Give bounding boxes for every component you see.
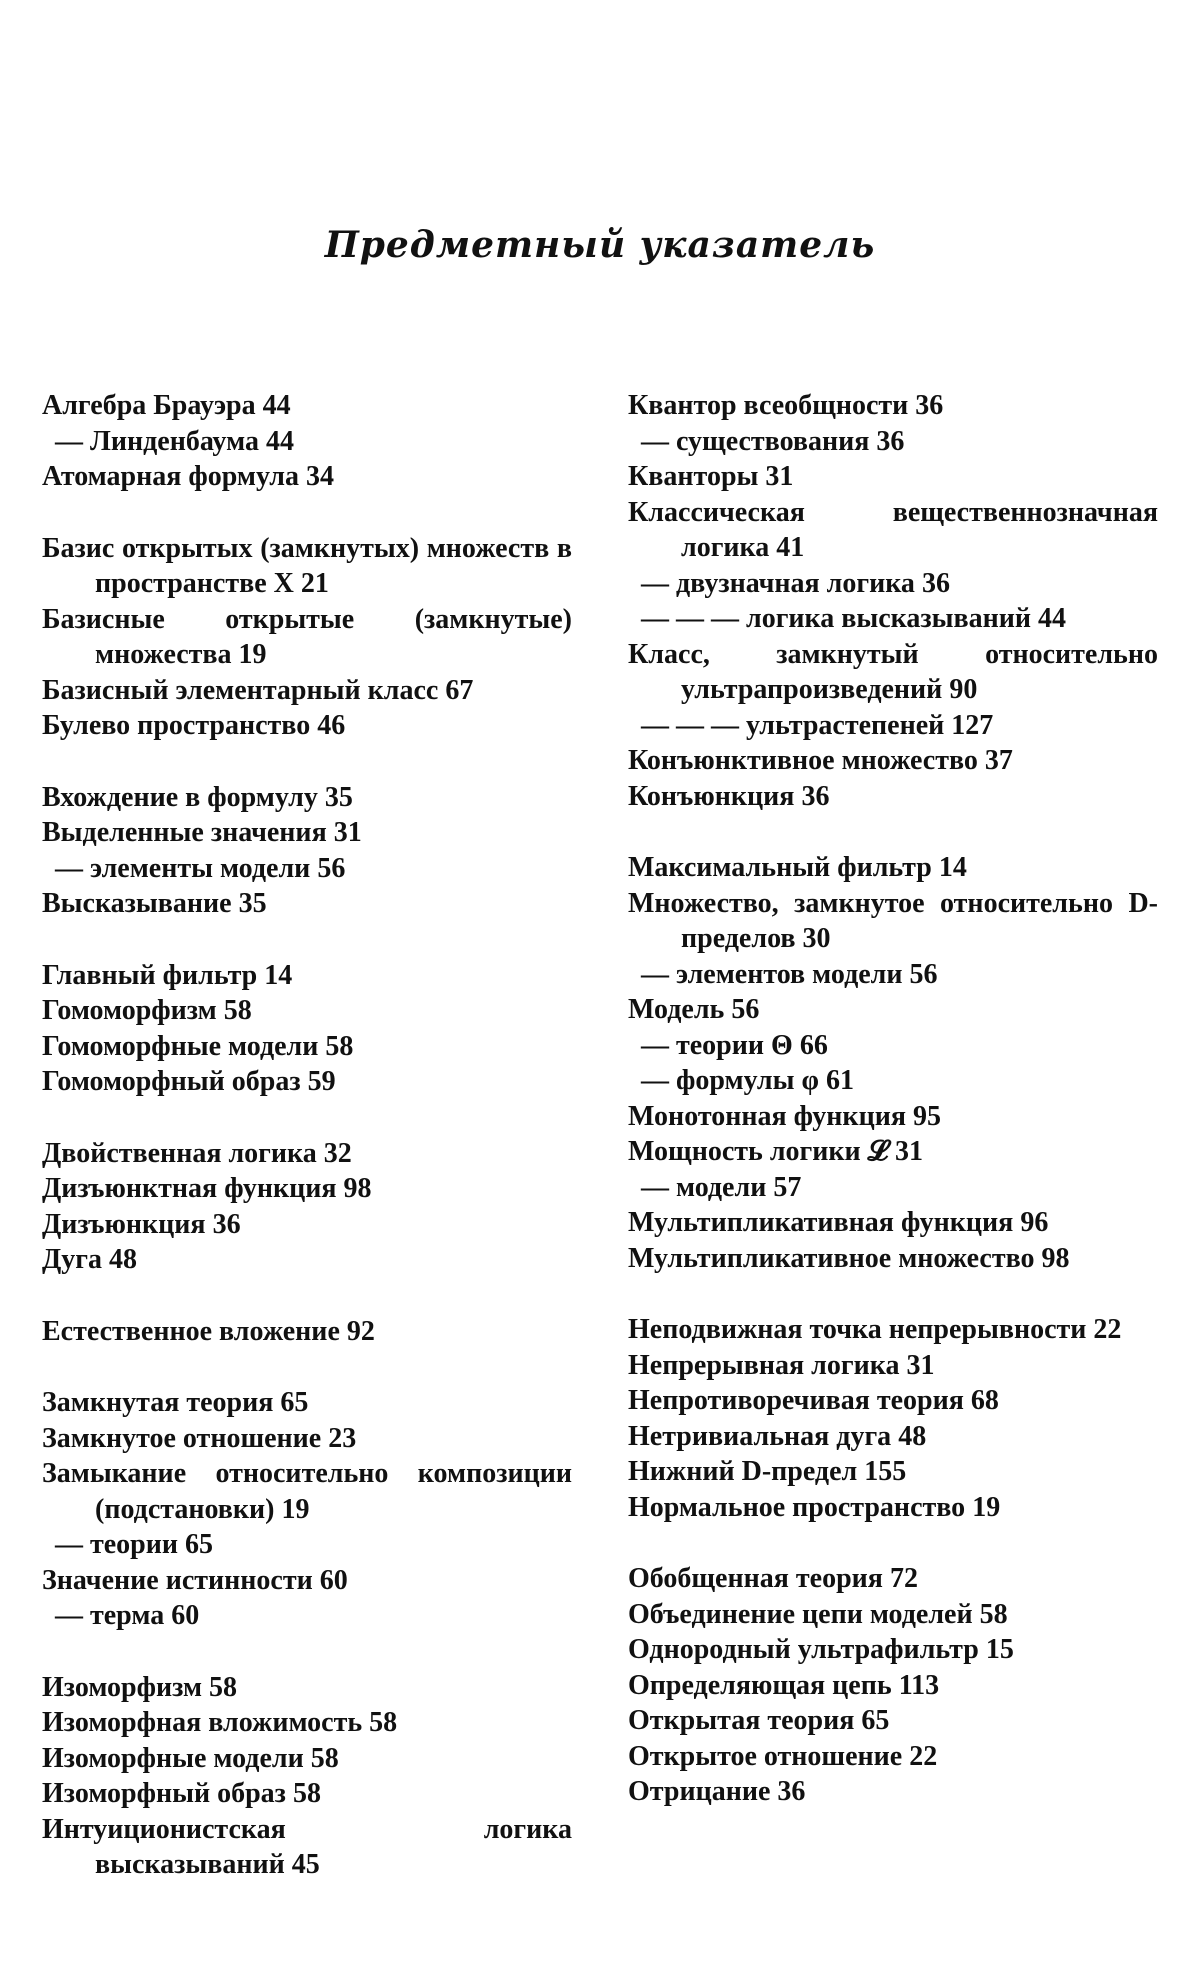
index-term: Естественное вложение	[42, 1315, 340, 1347]
index-term: Мощность логики 𝓛	[628, 1136, 888, 1167]
index-term: — теории Θ	[641, 1029, 793, 1061]
index-term: Конъюнкция	[628, 780, 795, 812]
index-term: Непрерывная логика	[628, 1349, 900, 1381]
index-entry	[42, 1242, 572, 1278]
page-number: 41	[776, 532, 805, 563]
page-number: 19	[281, 1493, 310, 1525]
index-entry	[628, 992, 1158, 1028]
page-number: 14	[938, 852, 967, 883]
index-group	[628, 850, 1158, 1276]
page-number: 92	[346, 1315, 375, 1347]
index-entry	[42, 602, 572, 673]
index-term: Дизъюнктная функция	[42, 1173, 337, 1204]
page-number: 15	[985, 1634, 1014, 1665]
index-term: Определяющая цепь	[628, 1669, 892, 1701]
page-number: 65	[280, 1387, 309, 1418]
index-term: Кванторы	[628, 461, 759, 492]
index-entry	[628, 1703, 1158, 1739]
index-term: — терма	[55, 1600, 165, 1631]
index-term: Вхождение в формулу	[42, 781, 318, 813]
index-entry	[42, 531, 572, 602]
page-number: 67	[445, 674, 474, 706]
index-term: Мультипликативная функция	[628, 1207, 1014, 1238]
page-number: 22	[1093, 1314, 1122, 1345]
index-subentry	[628, 1028, 1158, 1064]
index-term: — Линденбаума	[55, 425, 259, 457]
index-term: Множество, замкнутое относительно D-пределов	[628, 887, 1158, 954]
page-number: 58	[292, 1778, 321, 1809]
index-term: Замкнутая теория	[42, 1387, 274, 1418]
page-number: 127	[951, 709, 994, 741]
index-term: Конъюнктивное множество	[628, 745, 978, 776]
index-term: Изоморфные модели	[42, 1742, 304, 1774]
page-number: 23	[328, 1422, 357, 1454]
index-entry	[628, 1454, 1158, 1490]
index-entry	[628, 1383, 1158, 1419]
index-term: Гомоморфный образ	[42, 1066, 301, 1097]
index-entry	[628, 1774, 1158, 1810]
index-entry	[42, 1421, 572, 1457]
index-column-left	[42, 388, 572, 1919]
page-number: 57	[773, 1171, 802, 1203]
index-entry	[628, 1597, 1158, 1633]
index-entry	[42, 388, 572, 424]
index-entry	[42, 1812, 572, 1883]
index-term: Дуга	[42, 1244, 102, 1275]
page-number: 37	[984, 745, 1013, 776]
index-entry	[628, 1312, 1158, 1348]
index-term: Гомоморфизм	[42, 995, 217, 1026]
index-group	[42, 531, 572, 744]
page-number: 44	[265, 425, 294, 457]
page-number: 96	[1020, 1207, 1049, 1238]
index-term: Изоморфная вложимость	[42, 1707, 363, 1738]
index-entry	[42, 1029, 572, 1065]
index-group	[42, 1314, 572, 1350]
index-term: Класс, замкнутый относительно ультрапроизведений	[628, 638, 1158, 705]
index-term: Атомарная формула	[42, 461, 300, 492]
index-group	[628, 1561, 1158, 1810]
page-number: 95	[912, 1100, 941, 1132]
index-term: Гомоморфные модели	[42, 1030, 319, 1062]
page-number: 56	[909, 958, 938, 990]
index-term: Замыкание относительно композиции (подстановки)	[42, 1458, 572, 1525]
index-entry	[42, 958, 572, 994]
index-entry	[628, 1739, 1158, 1775]
index-entry	[628, 1490, 1158, 1526]
page-number: 98	[1041, 1242, 1070, 1274]
page-number: 59	[307, 1066, 336, 1097]
index-term: Булево пространство	[42, 710, 311, 741]
index-term: Обобщенная теория	[628, 1563, 883, 1594]
index-term: Замкнутое отношение	[42, 1422, 322, 1454]
index-term: Дизъюнкция	[42, 1208, 206, 1240]
page-number: 35	[324, 781, 353, 813]
page-number: 48	[108, 1244, 137, 1275]
index-entry	[42, 1670, 572, 1706]
index-entry	[42, 1171, 572, 1207]
page-number: 31	[895, 1136, 923, 1167]
page-number: 36	[777, 1776, 806, 1807]
page-number: 22	[909, 1740, 938, 1772]
page-number: 31	[333, 817, 362, 848]
index-term: Двойственная логика	[42, 1137, 317, 1169]
index-subentry	[628, 1063, 1158, 1099]
page-number: 58	[223, 995, 252, 1026]
index-entry	[42, 1776, 572, 1812]
index-group	[42, 1385, 572, 1634]
page-number: 36	[921, 567, 950, 599]
index-entry	[42, 1314, 572, 1350]
page-number: 19	[238, 639, 267, 670]
page-number: 32	[323, 1137, 352, 1169]
index-entry	[628, 1348, 1158, 1384]
page-number: 58	[325, 1030, 354, 1062]
index-term: — элементов модели	[641, 958, 903, 990]
index-term: — модели	[641, 1171, 767, 1203]
index-subentry	[628, 957, 1158, 993]
index-subentry	[42, 1527, 572, 1563]
page-number: 113	[898, 1669, 940, 1701]
index-term: Мультипликативное множество	[628, 1242, 1035, 1274]
page-number: 45	[291, 1849, 320, 1880]
index-subentry	[628, 1170, 1158, 1206]
index-term: Максимальный фильтр	[628, 852, 932, 883]
index-term: Модель	[628, 994, 725, 1025]
page-number: 66	[799, 1029, 828, 1061]
index-term: Открытая теория	[628, 1705, 855, 1736]
index-entry	[628, 1668, 1158, 1704]
index-entry	[628, 1205, 1158, 1241]
index-entry	[42, 1064, 572, 1100]
index-entry	[628, 850, 1158, 886]
index-entry	[628, 743, 1158, 779]
page-number: 65	[861, 1705, 890, 1736]
index-entry	[42, 459, 572, 495]
page-number: 58	[310, 1742, 339, 1774]
index-term: Изоморфизм	[42, 1671, 203, 1703]
index-entry	[628, 637, 1158, 708]
index-group	[42, 780, 572, 922]
index-entry	[628, 1561, 1158, 1597]
index-term: — элементы модели	[55, 852, 311, 884]
index-term: Нормальное пространство	[628, 1491, 966, 1523]
page-number: 36	[212, 1208, 241, 1240]
index-term: Неподвижная точка непрерывности	[628, 1314, 1087, 1345]
index-term: Интуиционистская логика высказываний	[42, 1813, 572, 1880]
index-term: — существования	[641, 425, 870, 457]
index-entry	[628, 1632, 1158, 1668]
index-term: Отрицание	[628, 1776, 771, 1807]
index-subentry	[628, 566, 1158, 602]
page-number: 61	[825, 1065, 854, 1096]
page-number: 30	[802, 923, 831, 954]
index-group	[628, 388, 1158, 814]
index-entry	[628, 1134, 1158, 1170]
index-group	[42, 958, 572, 1100]
index-entry	[628, 1241, 1158, 1277]
index-subentry	[628, 601, 1158, 637]
index-entry	[42, 1705, 572, 1741]
page-number: 90	[949, 674, 978, 705]
index-entry	[42, 886, 572, 922]
index-term: Открытое отношение	[628, 1740, 903, 1772]
index-column-right	[628, 388, 1158, 1846]
page-number: 155	[864, 1456, 907, 1487]
index-term: Выделенные значения	[42, 817, 327, 848]
index-term: Однородный ультрафильтр	[628, 1634, 979, 1665]
index-subentry	[42, 851, 572, 887]
index-entry	[42, 1741, 572, 1777]
index-term: — — — ультрастепеней	[641, 709, 945, 741]
page-number: 60	[171, 1600, 200, 1631]
index-term: — двузначная логика	[641, 567, 915, 599]
index-entry	[628, 886, 1158, 957]
index-entry	[628, 495, 1158, 566]
index-term: Базисные открытые (замкнутые) множества	[42, 603, 572, 670]
page-number: 56	[731, 994, 760, 1025]
index-group	[42, 1136, 572, 1278]
page-number: 56	[317, 852, 346, 884]
page-number: 58	[209, 1671, 238, 1703]
page-number: 44	[262, 390, 291, 421]
index-subentry	[628, 708, 1158, 744]
page-number: 48	[898, 1420, 927, 1452]
page-number: 31	[765, 461, 794, 492]
page-number: 36	[915, 390, 944, 421]
page-number: 31	[906, 1349, 935, 1381]
index-entry	[42, 993, 572, 1029]
page-number: 35	[238, 888, 267, 919]
page-number: 60	[319, 1564, 348, 1596]
index-entry	[42, 708, 572, 744]
index-entry	[42, 1563, 572, 1599]
page-number: 14	[264, 959, 293, 991]
index-term: — формулы φ	[641, 1065, 819, 1096]
index-term: Непротиворечивая теория	[628, 1385, 964, 1416]
index-term: Базис открытых (замкнутых) множеств в пространстве X	[42, 532, 572, 599]
page-number: 21	[300, 568, 329, 599]
index-term: Высказывание	[42, 888, 232, 919]
index-term: Нижний D-предел	[628, 1456, 858, 1487]
page-title: Предметный указатель	[324, 224, 876, 266]
index-group	[42, 388, 572, 495]
page-number: 65	[185, 1529, 214, 1560]
index-term: Изоморфный образ	[42, 1778, 286, 1809]
index-entry	[42, 1136, 572, 1172]
index-term: Квантор всеобщности	[628, 390, 909, 421]
page-number: 44	[1038, 603, 1067, 634]
index-entry	[42, 1207, 572, 1243]
index-entry	[628, 459, 1158, 495]
index-entry	[628, 1099, 1158, 1135]
index-term: Классическая вещественнозначная логика	[628, 496, 1158, 563]
index-term: Нетривиальная дуга	[628, 1420, 892, 1452]
index-entry	[42, 780, 572, 816]
index-term: Объединение цепи моделей	[628, 1598, 973, 1630]
index-subentry	[628, 424, 1158, 460]
page-number: 19	[972, 1491, 1001, 1523]
index-entry	[42, 673, 572, 709]
index-entry	[42, 1385, 572, 1421]
index-term: — теории	[55, 1529, 179, 1560]
page-number: 98	[343, 1173, 372, 1204]
index-term: Алгебра Брауэра	[42, 390, 256, 421]
index-term: Монотонная функция	[628, 1100, 906, 1132]
page-number: 36	[801, 780, 830, 812]
page-number: 68	[970, 1385, 999, 1416]
page-number: 58	[369, 1707, 398, 1738]
index-subentry	[42, 424, 572, 460]
page-number: 72	[889, 1563, 918, 1594]
index-term: — — — логика высказываний	[641, 603, 1032, 634]
page-number: 34	[306, 461, 335, 492]
index-entry	[628, 779, 1158, 815]
index-entry	[628, 388, 1158, 424]
index-group	[628, 1312, 1158, 1525]
index-term: Значение истинности	[42, 1564, 313, 1596]
index-term: Базисный элементарный класс	[42, 674, 439, 706]
page-number: 36	[876, 425, 905, 457]
index-entry	[628, 1419, 1158, 1455]
index-group	[42, 1670, 572, 1883]
index-subentry	[42, 1598, 572, 1634]
page-number: 46	[317, 710, 346, 741]
index-term: Главный фильтр	[42, 959, 258, 991]
index-entry	[42, 1456, 572, 1527]
index-entry	[42, 815, 572, 851]
page-number: 58	[979, 1598, 1008, 1630]
